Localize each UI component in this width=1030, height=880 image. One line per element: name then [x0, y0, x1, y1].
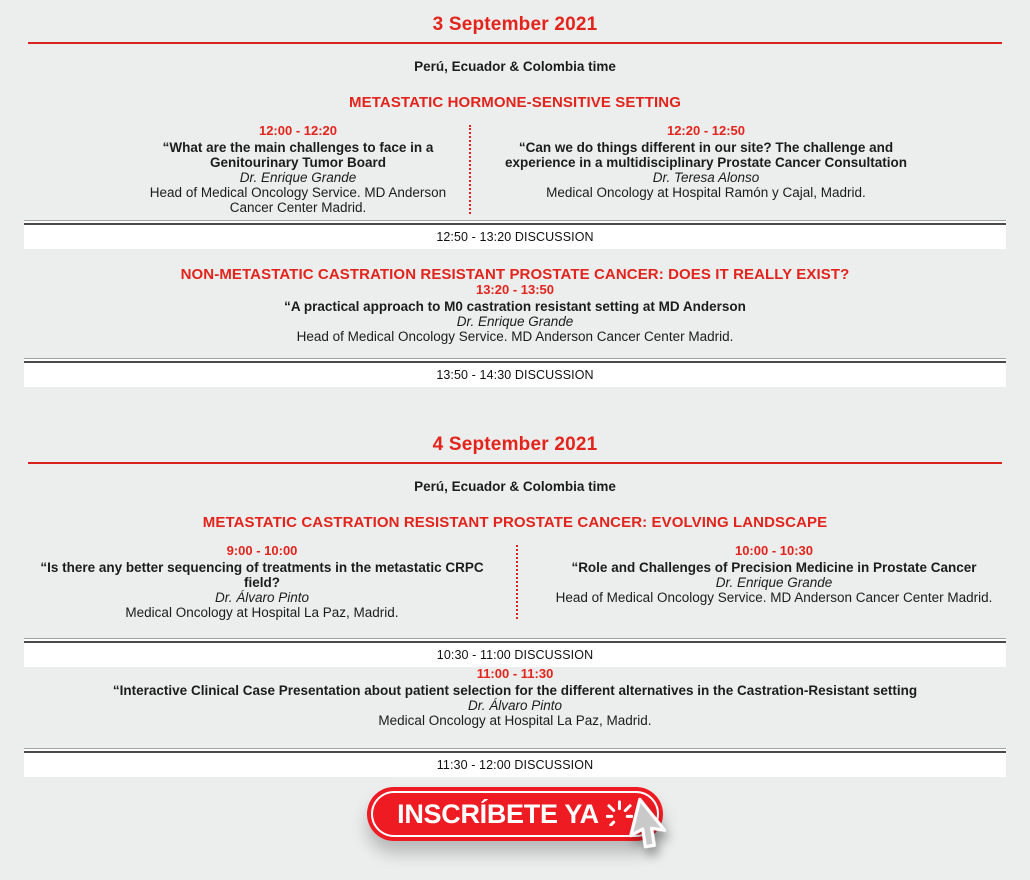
session-speaker: Dr. Álvaro Pinto — [467, 698, 563, 713]
day-2-track-1-heading: METASTATIC CASTRATION RESISTANT PROSTATE CANCER: EVOLVING LANDSCAPE — [202, 514, 828, 531]
session-time: 12:00 - 12:20 — [258, 123, 338, 138]
day-1-track-1-heading: METASTATIC HORMONE-SENSITIVE SETTING — [349, 94, 681, 111]
discussion-bar-label: 12:50 - 13:20 DISCUSSION — [24, 225, 1006, 249]
session-block — [501, 124, 911, 200]
session-speaker: Dr. Enrique Grande — [456, 314, 574, 329]
discussion-bar-label: 10:30 - 11:00 DISCUSSION — [24, 643, 1006, 667]
discussion-bar-label: 13:50 - 14:30 DISCUSSION — [24, 363, 1006, 387]
red-rule — [28, 42, 1002, 44]
cta-area — [0, 787, 1030, 863]
day-2-session-1-cell — [0, 544, 516, 620]
discussion-bar — [24, 358, 1006, 387]
session-affiliation: Head of Medical Oncology Service. MD Anderson Cancer Center Madrid. — [149, 185, 447, 215]
session-title: “Can we do things different in our site? The challenge and experience in a multidisciplinary Prostate Cancer Consultation — [504, 140, 908, 170]
session-title: “Interactive Clinical Case Presentation about patient selection for the different alternatives in the Castration-Resistant setting — [112, 683, 918, 698]
session-block — [548, 544, 1000, 605]
day-1-section — [0, 13, 1030, 387]
session-block — [45, 283, 985, 344]
day-1-sessions-row — [0, 124, 1030, 215]
day-1-session-2-cell — [471, 124, 1030, 215]
session-time: 9:00 - 10:00 — [226, 543, 298, 558]
register-button-label: INSCRÍBETE YA — [397, 798, 599, 829]
session-affiliation: Medical Oncology at Hospital La Paz, Madrid. — [125, 605, 399, 620]
discussion-bar — [24, 748, 1006, 777]
session-title: “What are the main challenges to face in a Genitourinary Tumor Board — [162, 140, 434, 170]
discussion-bar — [24, 638, 1006, 667]
session-speaker: Dr. Enrique Grande — [715, 575, 833, 590]
session-title: “Is there any better sequencing of treatments in the metastatic CRPC field? — [40, 560, 484, 590]
session-affiliation: Medical Oncology at Hospital La Paz, Madrid. — [378, 713, 652, 728]
session-affiliation: Medical Oncology at Hospital Ramón y Cajal, Madrid. — [546, 185, 866, 200]
session-title: “A practical approach to M0 castration resistant setting at MD Anderson — [284, 299, 746, 314]
day-2-timezone: Perú, Ecuador & Colombia time — [414, 479, 616, 494]
session-block — [22, 544, 502, 620]
session-speaker: Dr. Teresa Alonso — [652, 170, 760, 185]
session-affiliation: Head of Medical Oncology Service. MD Anderson Cancer Center Madrid. — [555, 590, 993, 605]
session-speaker: Dr. Álvaro Pinto — [214, 590, 310, 605]
discussion-bar — [24, 220, 1006, 249]
day-1-date: 3 September 2021 — [432, 14, 598, 35]
click-burst-icon — [606, 799, 633, 826]
day-2-date: 4 September 2021 — [432, 434, 598, 455]
discussion-bar-label: 11:30 - 12:00 DISCUSSION — [24, 753, 1006, 777]
session-time: 13:20 - 13:50 — [475, 282, 555, 297]
red-rule — [28, 462, 1002, 464]
day-2-sessions-row — [0, 544, 1030, 620]
session-affiliation: Head of Medical Oncology Service. MD Anderson Cancer Center Madrid. — [296, 329, 734, 344]
day-1-timezone: Perú, Ecuador & Colombia time — [414, 59, 616, 74]
session-block — [128, 124, 468, 215]
day-2-session-2-cell — [518, 544, 1030, 620]
session-speaker: Dr. Enrique Grande — [239, 170, 357, 185]
day-1-track-2-heading: NON-METASTATIC CASTRATION RESISTANT PROSTATE CANCER: DOES IT REALLY EXIST? — [180, 266, 850, 283]
session-title: “Role and Challenges of Precision Medicine in Prostate Cancer — [571, 560, 977, 575]
day-1-session-1-cell — [0, 124, 469, 215]
day-2-section — [0, 433, 1030, 777]
session-time: 10:00 - 10:30 — [734, 543, 814, 558]
session-time: 11:00 - 11:30 — [476, 666, 554, 681]
register-button[interactable] — [367, 787, 663, 841]
session-time: 12:20 - 12:50 — [666, 123, 746, 138]
session-block — [45, 667, 985, 728]
